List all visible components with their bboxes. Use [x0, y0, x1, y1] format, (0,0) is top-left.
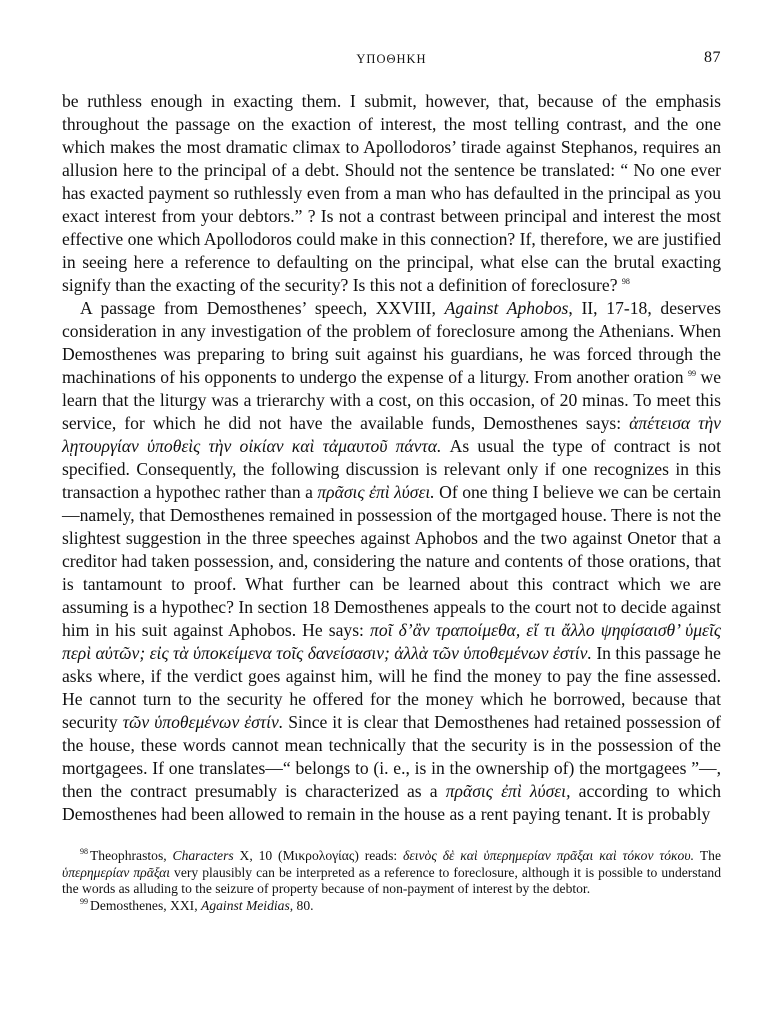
p2-text-g: Since it is clear that Demosthenes had retained possession of the house, these words cannot mean technically that the security is in the possession of the mortgagees. If one translates—“ belongs to (i. e., is in the ownership of) the mortgagees ”—, then the contract presumably is characterized as a	[62, 712, 721, 801]
p2-text-b: , II, 17-18, deserves consideration in any investigation of the problem of foreclosure among the Athenians. When Demosthenes was preparing to bring suit against his guardians, he was forced through the machinations of his opponents to undergo the expense of a liturgy. From another oration	[62, 298, 721, 387]
greek-quote-5: πρᾶσις ἐπὶ λύσει,	[445, 781, 571, 801]
footnote-98-text-c: The	[699, 848, 721, 863]
footnote-98-text-d: very plausibly can be interpreted as a reference to foreclosure, although it is possible to understand the words as alluding to the seizure of property because of non-payment of interest by the debtor.	[62, 864, 721, 896]
footnote-99-number: 99	[80, 896, 88, 906]
page	[62, 44, 721, 914]
p2-text-d: As usual the type of contract is not specified. Consequently, the following discussion is relevant only if one recognizes in this transaction a hypothec rather than a	[62, 436, 721, 502]
p2-text-c: we learn that the liturgy was a trierarchy with a cost, on this occasion, of 20 minas. To meet this service, for which he did not have the available funds, Demosthenes says:	[62, 367, 721, 433]
main-text	[62, 90, 721, 826]
paragraph-1-text: be ruthless enough in exacting them. I submit, however, that, because of the emphasis throughout the passage on the exaction of interest, the most telling contrast, and the one which makes the most dramatic climax to Apollodoros’ tirade against Stephanos, requires an allusion here to the principal of a debt. Should not the sentence be translated: “ No one ever has exacted payment so ruthlessly even from a man who has defaulted in the principal as you exact interest from your debtors.” ? Is not a contrast between principal and interest the most effective one which Apollodoros could make in this connection? If, therefore, we are justified in seeing here a reference to defaulting on the principal, what else can the brutal exacting signify than the exacting of the security? Is this not a definition of foreclosure?	[62, 91, 721, 295]
paragraph-1	[62, 90, 721, 297]
footnote-98-greek-2: ὑπερημερίαν πρᾶξαι	[62, 864, 170, 880]
greek-quote-3: ποῖ δ’ἂν τραποίμεθα, εἴ τι ἄλλο ψηφίσαισθ’ ὑμεῖς περὶ αὐτῶν; εἰς τὰ ὑποκείμενα τοῖς δανείσασιν; ἀλλὰ τῶν ὑποθεμένων ἐστίν.	[62, 620, 721, 663]
footnote-ref-98[interactable]: 98	[621, 277, 630, 287]
footnote-99-title: Against Meidias	[201, 897, 290, 913]
footnote-98-text-b: X, 10 (Μικρολογίας) reads:	[239, 848, 398, 863]
greek-quote-4: τῶν ὑποθεμένων ἐστίν.	[122, 712, 284, 732]
running-title: ΥΠΟΘΗΚΗ	[356, 52, 427, 66]
footnote-ref-99[interactable]: 99	[688, 369, 697, 379]
work-title-against-aphobos: Against Aphobos	[444, 298, 569, 318]
running-header	[62, 44, 721, 70]
greek-quote-1: ἀπέτεισα τὴν λῃτουργίαν ὑποθεὶς τὴν οἰκίαν καὶ τἀμαυτοῦ πάντα.	[62, 413, 721, 456]
page-number: 87	[704, 49, 721, 66]
footnote-98-number: 98	[80, 847, 88, 857]
footnote-98-greek-1: δεινὸς δὲ καὶ ὑπερημερίαν πρᾶξαι καὶ τόκον τόκου.	[403, 848, 694, 863]
greek-quote-2: πρᾶσις ἐπὶ λύσει.	[317, 482, 435, 502]
footnote-99-text-a: Demosthenes, XXI,	[90, 897, 198, 913]
footnote-98-title: Characters	[172, 848, 234, 863]
p2-text-e: Of one thing I believe we can be certain—namely, that Demosthenes remained in possession of the mortgaged house. There is not the slightest suggestion in the three speeches against Aphobos and the two against Onetor that a creditor had taken possession, and, considering the nature and contents of those orations, that is tantamount to proof. What further can be learned about this contract which we are assuming is a hypothec? In section 18 Demosthenes appeals to the court not to decide against him in his suit against Aphobos. He says:	[62, 482, 721, 640]
footnote-99	[62, 898, 721, 915]
footnotes	[62, 848, 721, 914]
p2-text-h: according to which Demosthenes had been allowed to remain in the house as a rent paying tenant. It is probably	[62, 781, 721, 824]
footnote-98-text-a: Theophrastos,	[90, 848, 167, 863]
footnote-99-text-b: , 80.	[289, 897, 314, 913]
p2-text-f: In this passage he asks where, if the verdict goes against him, will he find the money to pay the fine assessed. He cannot turn to the security he offered for the money which he borrowed, because that security	[62, 643, 721, 732]
footnote-98	[62, 848, 721, 898]
paragraph-2	[62, 297, 721, 826]
p2-text-a: A passage from Demosthenes’ speech, XXVIII,	[80, 298, 436, 318]
